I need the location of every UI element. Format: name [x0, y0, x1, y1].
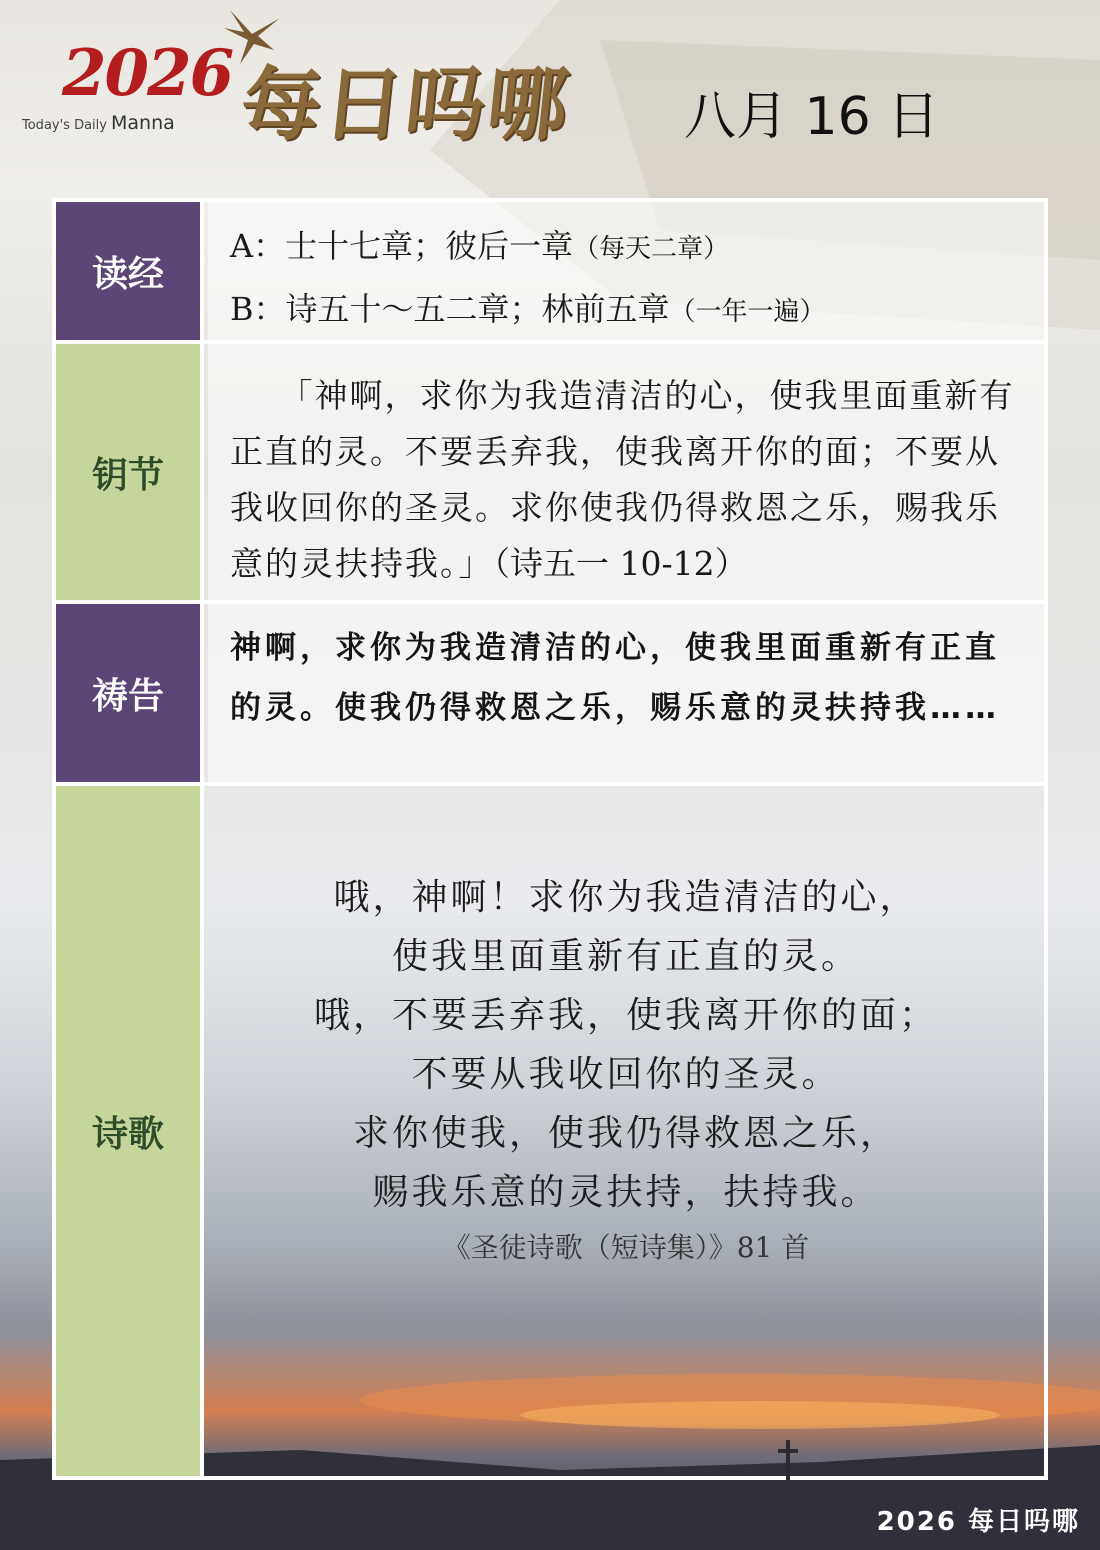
cross-icon [776, 1440, 800, 1480]
prayer-content [208, 604, 1044, 782]
devotion-table [52, 198, 1048, 1480]
reading-line-b-note: （一年一遍） [669, 297, 826, 327]
hymn-row [56, 786, 1044, 1476]
logo-year: 2026 [62, 36, 233, 111]
reading-row [56, 202, 1044, 340]
prayer-row [56, 604, 1044, 782]
reading-label: 读经 [56, 202, 204, 340]
reading-line-b-text: B：诗五十～五二章；林前五章 [230, 290, 670, 328]
hymn-line: 哦，神啊！求你为我造清洁的心， [333, 877, 919, 918]
key-verse-label: 钥节 [56, 344, 204, 600]
reading-line-a-text: A：士十七章；彼后一章 [230, 227, 574, 265]
header [0, 0, 1100, 190]
hymn-source: 《圣徒诗歌（短诗集）》81 首 [442, 1231, 810, 1264]
logo-subtitle-small: Today's Daily [22, 118, 107, 133]
key-verse-reference: （诗五一 10-12） [493, 544, 748, 583]
key-verse-row [56, 344, 1044, 600]
reading-line-b [230, 279, 1044, 342]
hymn-line: 使我里面重新有正直的灵。 [391, 936, 860, 977]
logo-subtitle-big: Manna [110, 112, 175, 134]
hymn-label: 诗歌 [56, 786, 204, 1476]
page-date: 八月 16 日 [684, 87, 940, 147]
reading-line-a [230, 216, 1044, 279]
hymn-content [208, 786, 1044, 1476]
key-verse-content [208, 344, 1044, 600]
hymn-line: 哦，不要丢弃我，使我离开你的面； [313, 995, 938, 1036]
hymn-line: 不要从我收回你的圣灵。 [411, 1054, 841, 1095]
prayer-label: 祷告 [56, 604, 204, 782]
footer-brand: 2026 每日吗哪 [876, 1507, 1080, 1537]
reading-line-a-note: （每天二章） [573, 234, 730, 264]
logo-subtitle [22, 112, 175, 134]
hymn-line: 求你使我，使我仍得救恩之乐， [352, 1113, 899, 1154]
reading-content [208, 202, 1044, 340]
logo-title-cn: 每日吗哪 [236, 58, 575, 151]
key-verse-body: 「神啊，求你为我造清洁的心，使我里面重新有正直的灵。不要丢弃我，使我离开你的面；不要从我收回你的圣灵。求你使我仍得救恩之乐，赐我乐意的灵扶持我。」 [230, 376, 1015, 583]
prayer-text: 神啊，求你为我造清洁的心，使我里面重新有正直的灵。使我仍得救恩之乐，赐乐意的灵扶持我…… [230, 630, 1000, 726]
key-verse-text [230, 368, 1024, 592]
hymn-line: 赐我乐意的灵扶持，扶持我。 [372, 1172, 880, 1213]
